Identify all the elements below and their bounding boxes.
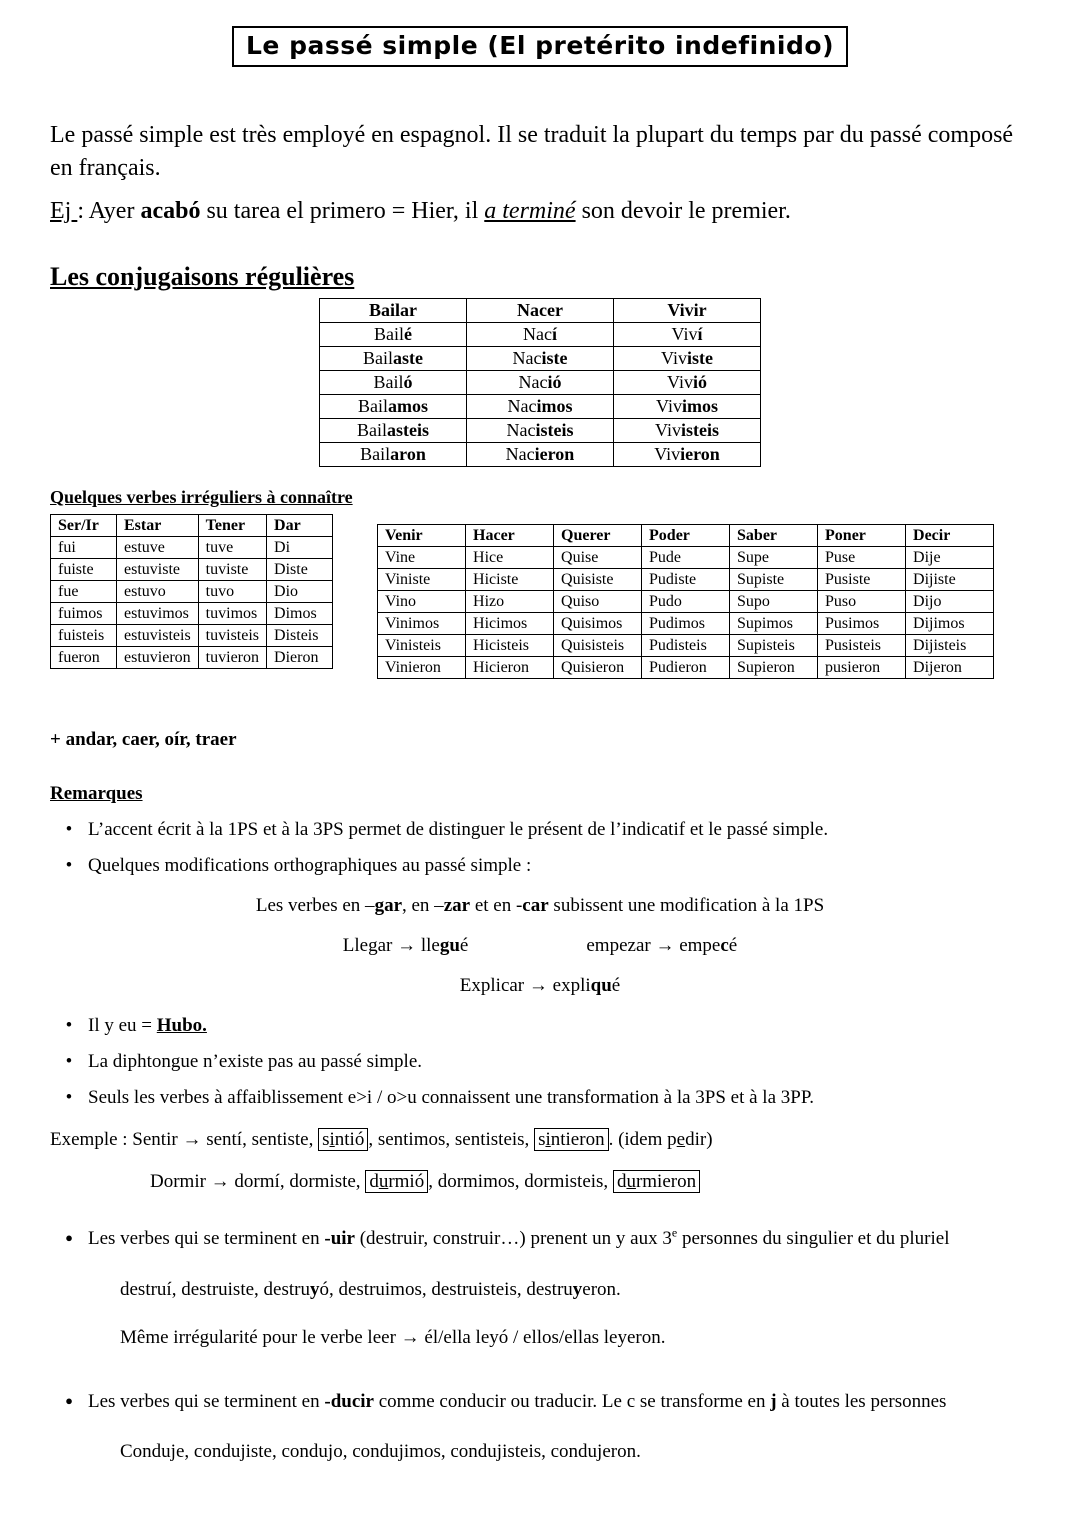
line-destruir: destruí, destruiste, destruyó, destruimos, destruisteis, destruyeron.: [120, 1279, 621, 1301]
table-cell: estuviste: [117, 559, 199, 581]
table-cell: tuve: [198, 537, 266, 559]
table-row: [51, 603, 333, 625]
table-cell: Vinisteis: [378, 635, 466, 657]
table-cell: Dimos: [267, 603, 333, 625]
section-heading-conjugaisons-regulieres: Les conjugaisons régulières: [50, 262, 355, 292]
table-cell: Bailó: [320, 371, 467, 395]
table-cell: Supisteis: [730, 635, 818, 657]
line-explicar: Explicar → expliqué: [459, 975, 621, 997]
bullet-icon: [50, 1382, 88, 1422]
table-cell: Dijimos: [906, 613, 994, 635]
remark-diphtongue: [50, 1051, 1030, 1073]
table-cell: Quisimos: [554, 613, 642, 635]
remark-text: La diphtongue n’existe pas au passé simple.: [88, 1051, 423, 1073]
table-cell: fuisteis: [51, 625, 117, 647]
table-row: [320, 443, 761, 467]
table-cell: Pudisteis: [642, 635, 730, 657]
table-row: [51, 625, 333, 647]
table-cell: tuvo: [198, 581, 266, 603]
remark-text: Seuls les verbes à affaiblissement e>i / o>u connaissent une transformation à la 3PS et à la 3PP.: [88, 1087, 815, 1109]
remark-text: Quelques modifications orthographiques au passé simple :: [88, 855, 532, 877]
table-cell: Quisiste: [554, 569, 642, 591]
table-cell: Dieron: [267, 647, 333, 669]
table-cell: Vinieron: [378, 657, 466, 679]
table-cell: fueron: [51, 647, 117, 669]
table-row: [51, 559, 333, 581]
line-leer: Même irrégularité pour le verbe leer → él/ella leyó / ellos/ellas leyeron.: [120, 1327, 666, 1349]
regular-conjugation-table: [319, 298, 761, 467]
section-heading-verbes-irreguliers: Quelques verbes irréguliers à connaître: [50, 487, 353, 508]
table-cell: Quisisteis: [554, 635, 642, 657]
table-row: [320, 371, 761, 395]
table-cell: Hizo: [466, 591, 554, 613]
table-cell: Viví: [614, 323, 761, 347]
intro-paragraph: Le passé simple est très employé en espagnol. Il se traduit la plupart du temps par du passé composé en français.: [50, 122, 1014, 182]
table-cell: Pudimos: [642, 613, 730, 635]
bullet-icon: [50, 1015, 88, 1037]
table-header-cell: Poder: [642, 525, 730, 547]
table-header-cell: Nacer: [467, 299, 614, 323]
table-cell: tuviste: [198, 559, 266, 581]
remark-ducir-verbs: [50, 1382, 1030, 1422]
table-cell: Nacimos: [467, 395, 614, 419]
table-cell: tuvisteis: [198, 625, 266, 647]
table-cell: Dijeron: [906, 657, 994, 679]
table-cell: Hiciste: [466, 569, 554, 591]
table-cell: Vivimos: [614, 395, 761, 419]
table-cell: Quisieron: [554, 657, 642, 679]
example-dormir: Dormir → dormí, dormiste, durmió , dormimos, dormisteis, durmieron: [150, 1171, 1030, 1193]
table-cell: Nació: [467, 371, 614, 395]
line-llegar-empezar: [50, 935, 1030, 957]
table-cell: estuvo: [117, 581, 199, 603]
table-cell: Puso: [818, 591, 906, 613]
table-cell: Dio: [267, 581, 333, 603]
table-cell: Hicisteis: [466, 635, 554, 657]
table-cell: fuimos: [51, 603, 117, 625]
table-row: [378, 635, 994, 657]
line-gar-zar-car: Les verbes en –gar, en –zar et en -car subissent une modification à la 1PS: [255, 895, 825, 917]
remark-affaiblissement: [50, 1087, 1030, 1109]
remark-text: L’accent écrit à la 1PS et à la 3PS permet de distinguer le présent de l’indicatif et le passé simple.: [88, 819, 829, 841]
remark-hubo: [50, 1015, 1030, 1037]
table-cell: tuvieron: [198, 647, 266, 669]
table-cell: Dijisteis: [906, 635, 994, 657]
bullet-icon: [50, 819, 88, 841]
table-header-cell: Venir: [378, 525, 466, 547]
table-cell: fui: [51, 537, 117, 559]
additional-verbs-note: + andar, caer, oír, traer: [50, 729, 237, 751]
llegar-example: Llegar → llegué: [342, 935, 469, 957]
table-cell: Pusisteis: [818, 635, 906, 657]
table-cell: fue: [51, 581, 117, 603]
table-header-cell: Bailar: [320, 299, 467, 323]
table-cell: Di: [267, 537, 333, 559]
table-cell: Hicieron: [466, 657, 554, 679]
remark-text: Les verbes qui se terminent en -uir (destruir, construir…) prenent un y aux 3e personnes du singulier et du pluriel: [88, 1226, 950, 1250]
table-cell: Bailaron: [320, 443, 467, 467]
table-cell: Quiso: [554, 591, 642, 613]
table-cell: estuve: [117, 537, 199, 559]
table-header-cell: Hacer: [466, 525, 554, 547]
irregular-verbs-table-left: [50, 514, 333, 669]
section-heading-remarques: Remarques: [50, 783, 143, 805]
table-header-cell: Vivir: [614, 299, 761, 323]
table-cell: Pudieron: [642, 657, 730, 679]
table-cell: Nacieron: [467, 443, 614, 467]
table-cell: Supimos: [730, 613, 818, 635]
table-cell: Bailamos: [320, 395, 467, 419]
table-cell: Bailasteis: [320, 419, 467, 443]
table-header-row: [51, 515, 333, 537]
bullet-icon: [50, 855, 88, 877]
table-cell: Hice: [466, 547, 554, 569]
table-cell: Supo: [730, 591, 818, 613]
table-cell: Vivió: [614, 371, 761, 395]
bullet-icon: [50, 1087, 88, 1109]
table-cell: Nacisteis: [467, 419, 614, 443]
table-cell: Vivieron: [614, 443, 761, 467]
table-row: [320, 419, 761, 443]
table-header-cell: Saber: [730, 525, 818, 547]
table-cell: Hicimos: [466, 613, 554, 635]
table-cell: Bailaste: [320, 347, 467, 371]
irregular-verbs-table-right: [377, 524, 994, 679]
table-header-cell: Querer: [554, 525, 642, 547]
table-cell: estuvieron: [117, 647, 199, 669]
page-title: Le passé simple (El pretérito indefinido): [232, 26, 848, 67]
table-header-cell: Tener: [198, 515, 266, 537]
intro-example: Ej : Ayer acabó su tarea el primero = Hier, il a terminé son devoir le premier.: [50, 198, 791, 225]
table-row: [51, 647, 333, 669]
empezar-example: empezar → empecé: [586, 935, 738, 957]
table-cell: Vinimos: [378, 613, 466, 635]
table-cell: Pusiste: [818, 569, 906, 591]
line-conducir: Conduje, condujiste, condujo, condujimos, condujisteis, condujeron.: [120, 1441, 641, 1463]
table-cell: Naciste: [467, 347, 614, 371]
table-cell: Vivisteis: [614, 419, 761, 443]
table-cell: Supieron: [730, 657, 818, 679]
table-header-cell: Ser/Ir: [51, 515, 117, 537]
table-row: [378, 591, 994, 613]
table-cell: Nací: [467, 323, 614, 347]
remark-uir-verbs: [50, 1219, 1030, 1259]
table-row: [51, 581, 333, 603]
table-header-row: [320, 299, 761, 323]
table-cell: Bailé: [320, 323, 467, 347]
table-cell: Pude: [642, 547, 730, 569]
table-cell: Vine: [378, 547, 466, 569]
remark-modifications: [50, 855, 1030, 877]
table-cell: estuvisteis: [117, 625, 199, 647]
table-cell: Quise: [554, 547, 642, 569]
table-cell: Puse: [818, 547, 906, 569]
table-cell: Viviste: [614, 347, 761, 371]
table-cell: Supe: [730, 547, 818, 569]
table-cell: Dije: [906, 547, 994, 569]
remark-accent: [50, 819, 1030, 841]
title-container: [50, 26, 1030, 67]
table-cell: Dijo: [906, 591, 994, 613]
table-cell: estuvimos: [117, 603, 199, 625]
table-header-cell: Poner: [818, 525, 906, 547]
remark-text: Les verbes qui se terminent en -ducir comme conducir ou traducir. Le c se transforme en j à toutes les personnes: [88, 1390, 947, 1412]
table-cell: tuvimos: [198, 603, 266, 625]
example-sentir: Exemple : Sentir → sentí, sentiste, sintió , sentimos, sentisteis, sintieron . (idem pedir): [50, 1129, 713, 1151]
table-row: [378, 547, 994, 569]
table-cell: Diste: [267, 559, 333, 581]
table-row: [378, 613, 994, 635]
table-cell: Dijiste: [906, 569, 994, 591]
table-row: [51, 537, 333, 559]
table-header-cell: Estar: [117, 515, 199, 537]
bullet-icon: [50, 1051, 88, 1073]
table-row: [320, 347, 761, 371]
table-header-row: [378, 525, 994, 547]
table-cell: Pudiste: [642, 569, 730, 591]
table-cell: pusieron: [818, 657, 906, 679]
irregular-tables-row: [50, 514, 1030, 679]
bullet-icon: [50, 1219, 88, 1259]
table-header-cell: Decir: [906, 525, 994, 547]
table-cell: Viniste: [378, 569, 466, 591]
table-cell: Vino: [378, 591, 466, 613]
table-cell: Disteis: [267, 625, 333, 647]
table-cell: fuiste: [51, 559, 117, 581]
table-header-cell: Dar: [267, 515, 333, 537]
table-cell: Pudo: [642, 591, 730, 613]
table-row: [320, 323, 761, 347]
remarks-list: [50, 819, 1030, 1469]
remark-text: Il y eu = Hubo.: [88, 1015, 207, 1037]
table-cell: Supiste: [730, 569, 818, 591]
table-row: [378, 569, 994, 591]
table-cell: Pusimos: [818, 613, 906, 635]
table-row: [320, 395, 761, 419]
table-row: [378, 657, 994, 679]
